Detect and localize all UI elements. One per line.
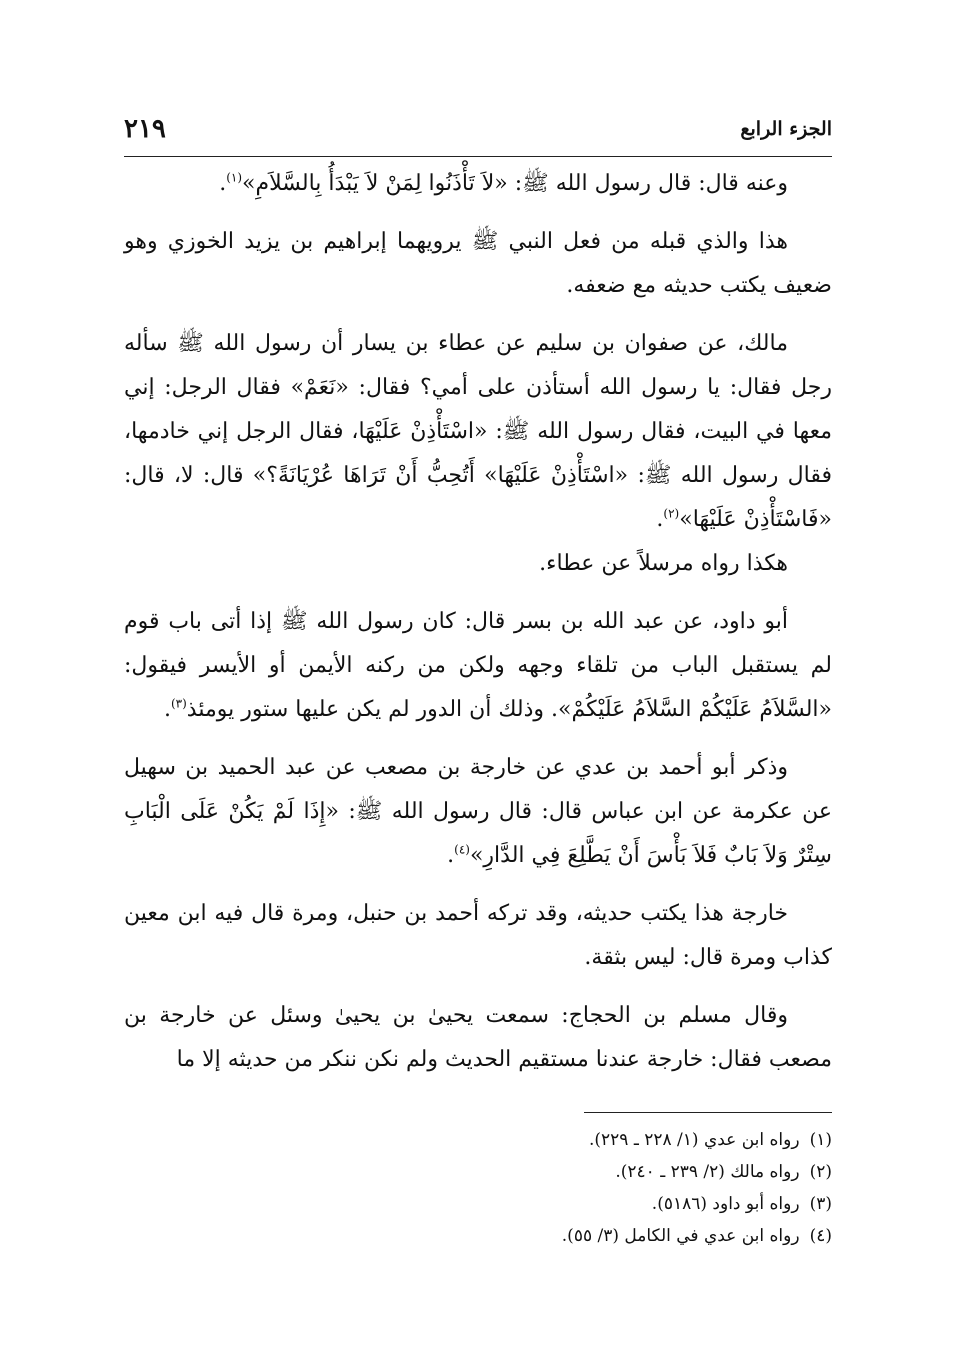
footnote-ref: (٤) bbox=[454, 842, 470, 857]
paragraph bbox=[124, 322, 832, 542]
header-rule bbox=[124, 156, 832, 157]
paragraph-end: . bbox=[219, 171, 227, 196]
paragraph bbox=[124, 994, 832, 1082]
running-title: الجزء الرابع bbox=[740, 118, 832, 140]
body-text bbox=[124, 162, 832, 1096]
footnote-ref: (١) bbox=[226, 170, 243, 185]
paragraph bbox=[124, 746, 832, 878]
footnote-number: (١) bbox=[809, 1130, 832, 1150]
paragraph-text: أبو داود، عن عبد الله بن بسر قال: كان رسول الله ﷺ إذا أتى باب قوم لم يستقبل الباب من تلقاء وجهه ولكن من ركنه الأيمن أو الأيسر فيقول: «السَّلاَمُ عَلَيْكُمْ السَّلاَمُ عَلَيْكُمْ». وذلك أن الدور لم يكن عليها ستور يومئذ bbox=[124, 609, 832, 722]
page-number: ٢١٩ bbox=[124, 114, 166, 144]
footnote-text: رواه مالك (٢/ ٢٣٩ ـ ٢٤٠). bbox=[615, 1162, 800, 1182]
footnote-number: (٣) bbox=[809, 1194, 832, 1214]
footnote-text: رواه ابن عدي في الكامل (٣/ ٥٥). bbox=[561, 1226, 800, 1246]
page-header bbox=[124, 112, 832, 156]
paragraph bbox=[124, 600, 832, 732]
footnote-rule bbox=[584, 1112, 832, 1113]
footnote-text: رواه أبو داود (٥١٨٦). bbox=[651, 1194, 800, 1214]
paragraph-end: . bbox=[163, 697, 171, 722]
footnote bbox=[124, 1124, 832, 1156]
paragraph-text: وقال مسلم بن الحجاج: سمعت يحيىٰ بن يحيىٰ وسئل عن خارجة بن مصعب فقال: خارجة عندنا مستقيم الحديث ولم نكن ننكر من حديثه إلا ما bbox=[124, 1003, 832, 1072]
footnotes bbox=[124, 1124, 832, 1252]
paragraph-text: وذكر أبو أحمد بن عدي عن خارجة بن مصعب عن عبد الحميد بن سهيل عن عكرمة عن ابن عباس قال: قال رسول الله ﷺ: «إِذَا لَمْ يَكُنْ عَلَى الْبَابِ سِتْرٌ وَلاَ بَابٌ فَلاَ بَأْسَ أَنْ يَطَّلِعَ فِي الدَّارِ» bbox=[124, 755, 832, 868]
paragraph bbox=[124, 162, 832, 206]
paragraph-text: خارجة هذا يكتب حديثه، وقد تركه أحمد بن حنبل، ومرة قال فيه ابن معين كذاب ومرة قال: ليس بثقة. bbox=[124, 901, 832, 970]
footnote-ref: (٢) bbox=[663, 506, 680, 521]
paragraph-end: . bbox=[447, 843, 455, 868]
paragraph-text: هذا والذي قبله من فعل النبي ﷺ يرويهما إبراهيم بن يزيد الخوزي وهو ضعيف يكتب حديثه مع ضعفه. bbox=[124, 229, 832, 298]
footnote bbox=[124, 1220, 832, 1252]
footnote bbox=[124, 1156, 832, 1188]
paragraph-text: مالك، عن صفوان بن سليم عن عطاء بن يسار أن رسول الله ﷺ سأله رجل فقال: يا رسول الله أستأذن على أمي؟ فقال: «نَعَمْ» فقال الرجل: إني معها في البيت، فقال رسول الله ﷺ: «اسْتَأْذِنْ عَلَيْهَا، فقال الرجل إني خادمها، فقال رسول الله ﷺ: «اسْتَأْذِنْ عَلَيْهَا» أَتُحِبُّ أَنْ تَرَاهَا عُرْيَانَةً؟» قال: لا، قال: «فَاسْتَأْذِنْ عَلَيْهَا» bbox=[124, 331, 832, 532]
paragraph bbox=[124, 542, 832, 586]
paragraph-text: وعنه قال: قال رسول الله ﷺ: «لاَ تَأْذَنُوا لِمَنْ لاَ يَبْدَأُ بِالسَّلاَمِ» bbox=[242, 171, 788, 196]
footnote-text: رواه ابن عدي (١/ ٢٢٨ ـ ٢٢٩). bbox=[588, 1130, 800, 1150]
footnote bbox=[124, 1188, 832, 1220]
paragraph bbox=[124, 892, 832, 980]
footnote-ref: (٣) bbox=[170, 696, 187, 711]
paragraph-text: هكذا رواه مرسلاً عن عطاء. bbox=[539, 551, 788, 576]
footnote-number: (٢) bbox=[809, 1162, 832, 1182]
paragraph bbox=[124, 220, 832, 308]
paragraph-end: . bbox=[656, 507, 664, 532]
footnote-number: (٤) bbox=[809, 1226, 832, 1246]
